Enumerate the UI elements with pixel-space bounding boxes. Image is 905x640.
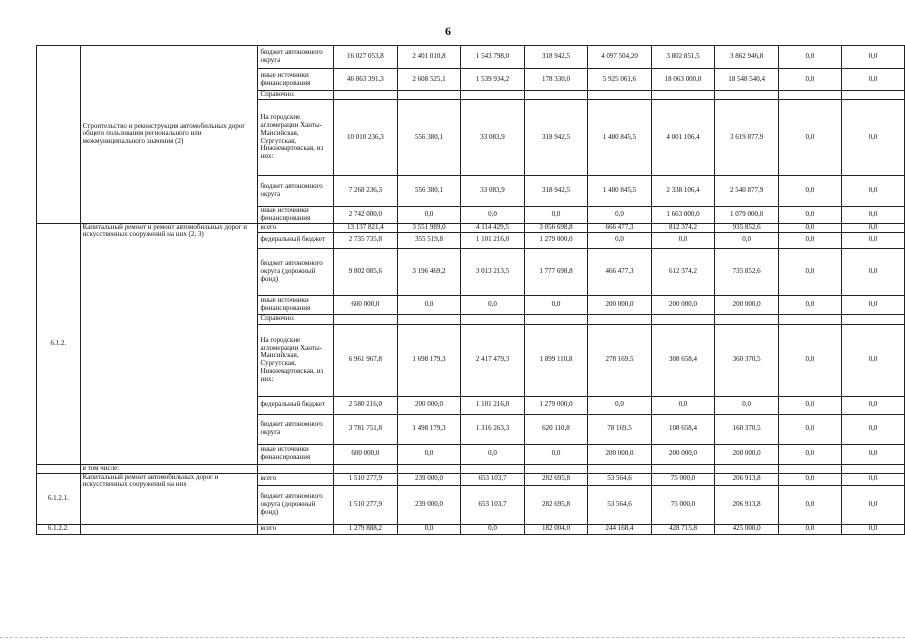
amount-cell — [588, 464, 652, 473]
amount-cell: 0,0 — [651, 396, 715, 414]
activity-name: Строительство и реконструкция автомобильных дорог общего пользования регионального или межмуниципального значения (2) — [80, 46, 258, 224]
amount-cell — [841, 91, 904, 100]
amount-cell: 2 417 479,3 — [461, 324, 525, 396]
funding-source: бюджет автономного округа (дорожный фонд) — [258, 485, 334, 524]
amount-cell: 0,0 — [841, 414, 904, 444]
amount-cell: 0,0 — [778, 396, 841, 414]
amount-cell: 1 279 888,2 — [334, 524, 398, 534]
amount-cell: 0,0 — [778, 248, 841, 295]
amount-cell: 178 330,0 — [524, 69, 588, 91]
amount-cell: 282 695,8 — [524, 485, 588, 524]
amount-cell: 53 564,6 — [588, 473, 652, 485]
amount-cell: 1 663 000,0 — [651, 207, 715, 224]
amount-cell: 75 000,0 — [651, 485, 715, 524]
amount-cell: 200 000,0 — [588, 295, 652, 314]
amount-cell: 278 169,5 — [588, 324, 652, 396]
amount-cell: 425 000,0 — [715, 524, 779, 534]
funding-source: всего — [258, 223, 334, 232]
amount-cell: 7 268 236,3 — [334, 176, 398, 207]
amount-cell: 0,0 — [778, 295, 841, 314]
amount-cell: 0,0 — [397, 207, 461, 224]
amount-cell: 0,0 — [778, 100, 841, 176]
amount-cell: 2 540 877,9 — [715, 176, 779, 207]
amount-cell: 0,0 — [778, 223, 841, 232]
amount-cell: 812 374,2 — [651, 223, 715, 232]
amount-cell: 10 010 236,3 — [334, 100, 398, 176]
amount-cell: 1 279 000,0 — [524, 396, 588, 414]
amount-cell: 428 715,8 — [651, 524, 715, 534]
amount-cell — [397, 91, 461, 100]
amount-cell — [334, 464, 398, 473]
funding-source: бюджет автономного округа (дорожный фонд) — [258, 248, 334, 295]
amount-cell: 2 401 010,8 — [397, 46, 461, 69]
amount-cell: 200 000,0 — [397, 396, 461, 414]
amount-cell: 4 001 106,4 — [651, 100, 715, 176]
amount-cell: 4 097 504,20 — [588, 46, 652, 69]
amount-cell: 4 114 429,5 — [461, 223, 525, 232]
amount-cell — [778, 464, 841, 473]
funding-source: иные источники финансирования — [258, 444, 334, 464]
amount-cell: 0,0 — [461, 295, 525, 314]
amount-cell: 75 000,0 — [651, 473, 715, 485]
amount-cell: 0,0 — [841, 46, 904, 69]
amount-cell — [651, 314, 715, 324]
funding-source: Справочно: — [258, 314, 334, 324]
amount-cell: 0,0 — [778, 324, 841, 396]
amount-cell: 206 913,8 — [715, 473, 779, 485]
amount-cell: 612 374,2 — [651, 248, 715, 295]
amount-cell: 308 658,4 — [651, 324, 715, 396]
table-row — [37, 223, 905, 232]
funding-source: бюджет автономного округа — [258, 414, 334, 444]
table-row — [37, 46, 905, 69]
amount-cell: 1 539 934,2 — [461, 69, 525, 91]
amount-cell — [334, 314, 398, 324]
amount-cell: 0,0 — [841, 232, 904, 248]
activity-name — [80, 524, 258, 534]
amount-cell: 1 079 000,0 — [715, 207, 779, 224]
amount-cell: 1 101 216,0 — [461, 396, 525, 414]
amount-cell: 200 000,0 — [715, 444, 779, 464]
funding-source: Справочно: — [258, 91, 334, 100]
amount-cell: 2 735 735,8 — [334, 232, 398, 248]
amount-cell: 0,0 — [841, 248, 904, 295]
page-number: 6 — [445, 24, 451, 38]
amount-cell: 0,0 — [461, 524, 525, 534]
amount-cell: 108 658,4 — [651, 414, 715, 444]
amount-cell: 1 510 277,9 — [334, 485, 398, 524]
amount-cell: 0,0 — [841, 295, 904, 314]
amount-cell: 1 101 216,0 — [461, 232, 525, 248]
amount-cell: 355 519,8 — [397, 232, 461, 248]
amount-cell — [461, 464, 525, 473]
amount-cell: 556 380,1 — [397, 176, 461, 207]
amount-cell: 0,0 — [524, 295, 588, 314]
amount-cell: 0,0 — [397, 295, 461, 314]
funding-source: федеральный бюджет — [258, 232, 334, 248]
funding-source — [258, 464, 334, 473]
amount-cell — [461, 314, 525, 324]
amount-cell: 360 370,5 — [715, 324, 779, 396]
amount-cell: 239 000,0 — [397, 473, 461, 485]
amount-cell: 653 103,7 — [461, 473, 525, 485]
amount-cell: 0,0 — [841, 524, 904, 534]
amount-cell: 33 083,9 — [461, 176, 525, 207]
amount-cell: 0,0 — [778, 46, 841, 69]
amount-cell: 0,0 — [841, 324, 904, 396]
amount-cell — [715, 464, 779, 473]
amount-cell: 653 103,7 — [461, 485, 525, 524]
amount-cell: 0,0 — [778, 69, 841, 91]
amount-cell: 0,0 — [778, 207, 841, 224]
amount-cell: 0,0 — [524, 207, 588, 224]
row-number: 6.1.2.2. — [37, 524, 81, 534]
amount-cell: 0,0 — [778, 473, 841, 485]
amount-cell: 239 000,0 — [397, 485, 461, 524]
amount-cell: 3 781 751,8 — [334, 414, 398, 444]
amount-cell: 3 056 698,8 — [524, 223, 588, 232]
amount-cell: 13 137 821,4 — [334, 223, 398, 232]
funding-source: иные источники финансирования — [258, 69, 334, 91]
amount-cell: 666 477,3 — [588, 223, 652, 232]
amount-cell: 200 000,0 — [651, 444, 715, 464]
funding-source: иные источники финансирования — [258, 207, 334, 224]
amount-cell: 2 338 106,4 — [651, 176, 715, 207]
amount-cell: 9 802 085,6 — [334, 248, 398, 295]
amount-cell — [715, 91, 779, 100]
amount-cell: 0,0 — [778, 485, 841, 524]
amount-cell: 2 742 000,0 — [334, 207, 398, 224]
amount-cell: 0,0 — [778, 232, 841, 248]
amount-cell: 3 619 877,9 — [715, 100, 779, 176]
amount-cell: 0,0 — [841, 444, 904, 464]
amount-cell: 2 608 525,1 — [397, 69, 461, 91]
amount-cell: 0,0 — [588, 396, 652, 414]
amount-cell: 600 000,0 — [334, 444, 398, 464]
amount-cell: 600 000,0 — [334, 295, 398, 314]
amount-cell — [841, 464, 904, 473]
amount-cell: 1 899 110,8 — [524, 324, 588, 396]
funding-source: На городские агломерации Ханты-Мансийская, Сургутская, Нижневартовская, из них: — [258, 100, 334, 176]
amount-cell: 0,0 — [397, 444, 461, 464]
row-number — [37, 464, 81, 473]
amount-cell: 1 698 179,3 — [397, 324, 461, 396]
amount-cell — [841, 314, 904, 324]
amount-cell: 0,0 — [715, 232, 779, 248]
amount-cell: 318 942,5 — [524, 46, 588, 69]
activity-name: Капитальный ремонт автомобильных дорог и искусственных сооружений на них — [80, 473, 258, 524]
amount-cell: 3 196 469,2 — [397, 248, 461, 295]
amount-cell: 0,0 — [397, 524, 461, 534]
amount-cell: 556 380,1 — [397, 100, 461, 176]
amount-cell: 318 942,5 — [524, 100, 588, 176]
funding-source: всего — [258, 524, 334, 534]
amount-cell: 0,0 — [715, 396, 779, 414]
amount-cell: 200 000,0 — [715, 295, 779, 314]
amount-cell — [778, 91, 841, 100]
amount-cell: 0,0 — [841, 473, 904, 485]
amount-cell: 0,0 — [841, 207, 904, 224]
amount-cell: 466 477,3 — [588, 248, 652, 295]
amount-cell: 0,0 — [778, 524, 841, 534]
amount-cell: 6 961 967,8 — [334, 324, 398, 396]
activity-name: в том числе: — [80, 464, 258, 473]
amount-cell: 0,0 — [461, 207, 525, 224]
amount-cell: 1 480 845,5 — [588, 176, 652, 207]
amount-cell: 78 169,5 — [588, 414, 652, 444]
amount-cell: 3 551 989,0 — [397, 223, 461, 232]
amount-cell: 0,0 — [778, 176, 841, 207]
amount-cell: 1 316 263,3 — [461, 414, 525, 444]
amount-cell: 160 370,5 — [715, 414, 779, 444]
amount-cell: 33 083,9 — [461, 100, 525, 176]
funding-source: бюджет автономного округа — [258, 46, 334, 69]
amount-cell: 0,0 — [524, 444, 588, 464]
amount-cell: 16 027 053,8 — [334, 46, 398, 69]
scan-edge — [0, 636, 905, 638]
amount-cell — [778, 314, 841, 324]
table-row — [37, 473, 905, 485]
row-number: 6.1.2. — [37, 223, 81, 464]
amount-cell: 206 913,8 — [715, 485, 779, 524]
row-number — [37, 46, 81, 224]
activity-name: Капитальный ремонт и ремонт автомобильных дорог и искусственных сооружений на них (2, 3) — [80, 223, 258, 464]
funding-source: всего — [258, 473, 334, 485]
amount-cell — [397, 464, 461, 473]
amount-cell: 0,0 — [841, 485, 904, 524]
amount-cell — [651, 91, 715, 100]
amount-cell: 200 000,0 — [651, 295, 715, 314]
row-number: 6.1.2.1. — [37, 473, 81, 524]
amount-cell: 935 852,6 — [715, 223, 779, 232]
amount-cell: 0,0 — [651, 232, 715, 248]
amount-cell: 53 564,6 — [588, 485, 652, 524]
amount-cell: 0,0 — [778, 414, 841, 444]
amount-cell: 1 498 179,3 — [397, 414, 461, 444]
table-row — [37, 524, 905, 534]
amount-cell: 1 777 698,8 — [524, 248, 588, 295]
amount-cell — [524, 314, 588, 324]
amount-cell: 2 580 216,0 — [334, 396, 398, 414]
amount-cell — [588, 91, 652, 100]
amount-cell: 0,0 — [841, 176, 904, 207]
amount-cell: 0,0 — [841, 100, 904, 176]
amount-cell: 318 942,5 — [524, 176, 588, 207]
amount-cell: 5 925 061,6 — [588, 69, 652, 91]
amount-cell: 18 063 000,0 — [651, 69, 715, 91]
amount-cell — [588, 314, 652, 324]
amount-cell: 1 279 000,0 — [524, 232, 588, 248]
amount-cell — [524, 464, 588, 473]
funding-source: иные источники финансирования — [258, 295, 334, 314]
funding-source: федеральный бюджет — [258, 396, 334, 414]
amount-cell: 0,0 — [778, 444, 841, 464]
amount-cell — [651, 464, 715, 473]
funding-source: бюджет автономного округа — [258, 176, 334, 207]
amount-cell: 620 110,8 — [524, 414, 588, 444]
amount-cell: 1 543 798,0 — [461, 46, 525, 69]
amount-cell: 0,0 — [588, 207, 652, 224]
amount-cell: 3 802 851,5 — [651, 46, 715, 69]
amount-cell — [524, 91, 588, 100]
amount-cell: 3 013 213,5 — [461, 248, 525, 295]
funding-source: На городские агломерации Ханты-Мансийская, Сургутская, Нижневартовская, из них: — [258, 324, 334, 396]
amount-cell: 182 004,0 — [524, 524, 588, 534]
amount-cell: 0,0 — [461, 444, 525, 464]
financing-table — [36, 45, 905, 535]
amount-cell: 282 695,8 — [524, 473, 588, 485]
amount-cell: 46 863 391,3 — [334, 69, 398, 91]
amount-cell — [715, 314, 779, 324]
amount-cell — [334, 91, 398, 100]
amount-cell: 0,0 — [841, 223, 904, 232]
amount-cell — [397, 314, 461, 324]
table-row — [37, 464, 905, 473]
amount-cell: 200 000,0 — [588, 444, 652, 464]
amount-cell: 18 548 540,4 — [715, 69, 779, 91]
amount-cell: 1 510 277,9 — [334, 473, 398, 485]
amount-cell — [461, 91, 525, 100]
amount-cell: 1 480 845,5 — [588, 100, 652, 176]
amount-cell: 0,0 — [841, 396, 904, 414]
amount-cell: 735 852,6 — [715, 248, 779, 295]
amount-cell: 0,0 — [841, 69, 904, 91]
amount-cell: 0,0 — [588, 232, 652, 248]
amount-cell: 3 862 946,8 — [715, 46, 779, 69]
amount-cell: 244 168,4 — [588, 524, 652, 534]
